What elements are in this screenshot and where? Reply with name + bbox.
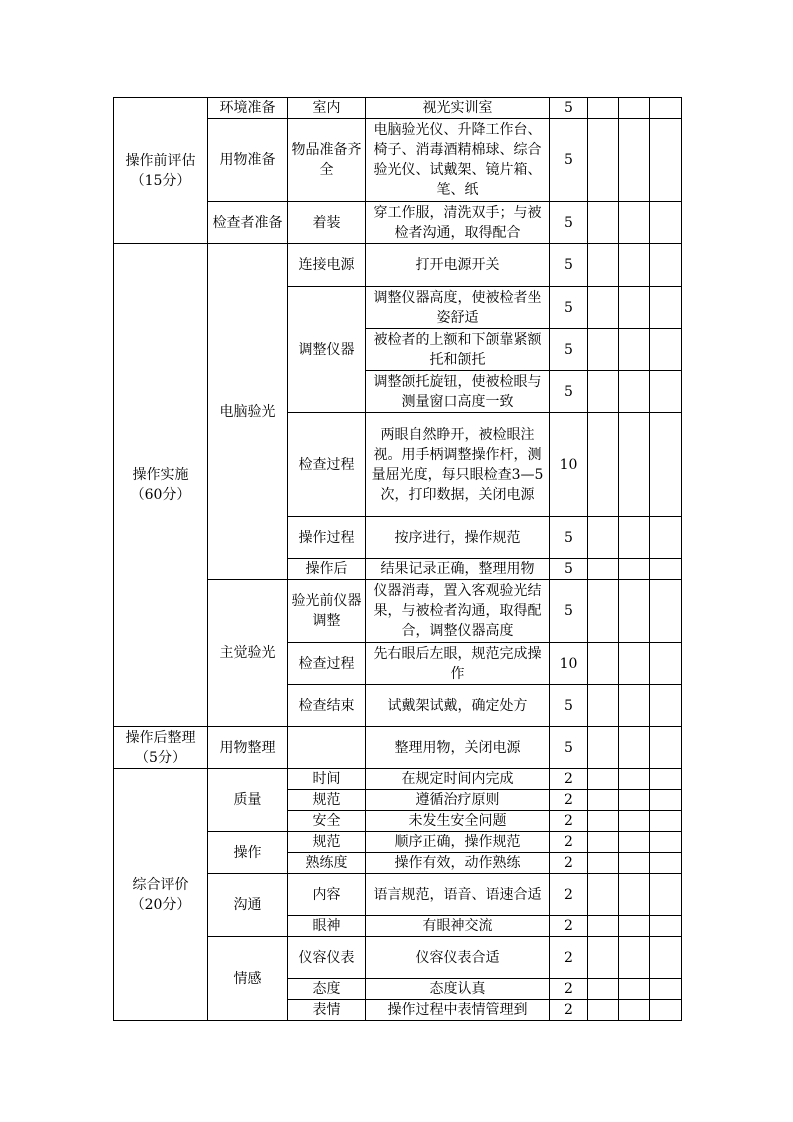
content-cell: 仪容仪表合适 <box>366 937 550 979</box>
blank-cell <box>650 244 682 287</box>
blank-cell <box>588 853 619 874</box>
table-row <box>114 769 682 790</box>
subitem-cell: 安全 <box>288 811 366 832</box>
blank-cell <box>619 329 650 371</box>
blank-cell <box>650 685 682 727</box>
blank-cell <box>650 287 682 329</box>
blank-cell <box>588 559 619 580</box>
score-cell: 5 <box>550 580 588 643</box>
blank-cell <box>588 769 619 790</box>
content-cell: 操作过程中表情管理到 <box>366 1000 550 1021</box>
blank-cell <box>588 727 619 769</box>
blank-cell <box>588 287 619 329</box>
blank-cell <box>650 937 682 979</box>
blank-cell <box>650 874 682 916</box>
content-cell: 顺序正确，操作规范 <box>366 832 550 853</box>
score-cell: 5 <box>550 98 588 119</box>
score-cell: 10 <box>550 643 588 685</box>
blank-cell <box>619 559 650 580</box>
item-cell: 用物准备 <box>208 119 288 202</box>
blank-cell <box>588 874 619 916</box>
blank-cell <box>619 937 650 979</box>
subitem-cell: 规范 <box>288 832 366 853</box>
item-cell: 电脑验光 <box>208 244 288 580</box>
blank-cell <box>588 413 619 517</box>
content-cell: 整理用物，关闭电源 <box>366 727 550 769</box>
score-cell: 5 <box>550 517 588 559</box>
section-cell: 操作后整理 （5分） <box>114 727 208 769</box>
blank-cell <box>650 853 682 874</box>
subitem-cell: 物品准备齐全 <box>288 119 366 202</box>
blank-cell <box>588 685 619 727</box>
blank-cell <box>619 811 650 832</box>
score-cell: 5 <box>550 727 588 769</box>
blank-cell <box>619 853 650 874</box>
blank-cell <box>650 371 682 413</box>
score-cell: 5 <box>550 119 588 202</box>
content-cell: 未发生安全问题 <box>366 811 550 832</box>
blank-cell <box>619 874 650 916</box>
item-cell: 用物整理 <box>208 727 288 769</box>
blank-cell <box>619 979 650 1000</box>
blank-cell <box>619 371 650 413</box>
blank-cell <box>588 329 619 371</box>
blank-cell <box>650 979 682 1000</box>
blank-cell <box>619 244 650 287</box>
subitem-cell: 态度 <box>288 979 366 1000</box>
blank-cell <box>650 517 682 559</box>
content-cell: 两眼自然睁开，被检眼注视。用手柄调整操作杆，测量屈光度，每只眼检查3—5次，打印数据，关闭电源 <box>366 413 550 517</box>
score-cell: 5 <box>550 685 588 727</box>
score-cell: 5 <box>550 202 588 244</box>
subitem-cell: 调整仪器 <box>288 287 366 413</box>
subitem-cell: 表情 <box>288 1000 366 1021</box>
score-cell: 2 <box>550 790 588 811</box>
content-cell: 按序进行，操作规范 <box>366 517 550 559</box>
score-cell: 10 <box>550 413 588 517</box>
score-cell: 5 <box>550 559 588 580</box>
score-cell: 5 <box>550 329 588 371</box>
item-cell: 质量 <box>208 769 288 832</box>
section-cell: 操作前评估 （15分） <box>114 98 208 244</box>
content-cell: 遵循治疗原则 <box>366 790 550 811</box>
blank-cell <box>619 202 650 244</box>
blank-cell <box>650 1000 682 1021</box>
blank-cell <box>588 937 619 979</box>
blank-cell <box>619 643 650 685</box>
score-cell: 2 <box>550 916 588 937</box>
score-cell: 2 <box>550 769 588 790</box>
content-cell: 仪器消毒，置入客观验光结果，与被检者沟通，取得配合，调整仪器高度 <box>366 580 550 643</box>
blank-cell <box>619 517 650 559</box>
subitem-cell: 检查结束 <box>288 685 366 727</box>
table-row <box>114 727 682 769</box>
subitem-cell: 仪容仪表 <box>288 937 366 979</box>
blank-cell <box>650 119 682 202</box>
blank-cell <box>619 287 650 329</box>
content-cell: 结果记录正确，整理用物 <box>366 559 550 580</box>
blank-cell <box>650 329 682 371</box>
content-cell: 态度认真 <box>366 979 550 1000</box>
blank-cell <box>588 643 619 685</box>
blank-cell <box>619 580 650 643</box>
subitem-cell: 熟练度 <box>288 853 366 874</box>
blank-cell <box>650 811 682 832</box>
blank-cell <box>619 769 650 790</box>
section-cell: 综合评价 （20分） <box>114 769 208 1021</box>
score-cell: 5 <box>550 244 588 287</box>
blank-cell <box>588 119 619 202</box>
content-cell: 调整仪器高度，使被检者坐姿舒适 <box>366 287 550 329</box>
content-cell: 试戴架试戴，确定处方 <box>366 685 550 727</box>
score-cell: 5 <box>550 371 588 413</box>
blank-cell <box>588 202 619 244</box>
blank-cell <box>588 580 619 643</box>
subitem-cell: 检查过程 <box>288 643 366 685</box>
subitem-cell: 操作过程 <box>288 517 366 559</box>
content-cell: 视光实训室 <box>366 98 550 119</box>
score-cell: 2 <box>550 937 588 979</box>
blank-cell <box>619 413 650 517</box>
blank-cell <box>650 580 682 643</box>
blank-cell <box>619 832 650 853</box>
content-cell: 打开电源开关 <box>366 244 550 287</box>
blank-cell <box>588 832 619 853</box>
blank-cell <box>588 517 619 559</box>
item-cell: 情感 <box>208 937 288 1021</box>
blank-cell <box>650 916 682 937</box>
score-cell: 2 <box>550 874 588 916</box>
table-row <box>114 98 682 119</box>
content-cell: 先右眼后左眼，规范完成操作 <box>366 643 550 685</box>
blank-cell <box>588 979 619 1000</box>
blank-cell <box>619 98 650 119</box>
score-cell: 2 <box>550 853 588 874</box>
blank-cell <box>588 98 619 119</box>
subitem-cell: 眼神 <box>288 916 366 937</box>
content-cell: 有眼神交流 <box>366 916 550 937</box>
item-cell: 环境准备 <box>208 98 288 119</box>
blank-cell <box>650 769 682 790</box>
blank-cell <box>650 832 682 853</box>
blank-cell <box>619 119 650 202</box>
content-cell: 电脑验光仪、升降工作台、椅子、消毒酒精棉球、综合验光仪、试戴架、镜片箱、笔、纸 <box>366 119 550 202</box>
section-cell: 操作实施 （60分） <box>114 244 208 727</box>
content-cell: 在规定时间内完成 <box>366 769 550 790</box>
blank-cell <box>619 790 650 811</box>
subitem-cell: 规范 <box>288 790 366 811</box>
blank-cell <box>588 790 619 811</box>
blank-cell <box>650 559 682 580</box>
subitem-cell: 室内 <box>288 98 366 119</box>
item-cell: 操作 <box>208 832 288 874</box>
content-cell: 调整颌托旋钮，使被检眼与测量窗口高度一致 <box>366 371 550 413</box>
content-cell: 被检者的上额和下颌靠紧额托和颌托 <box>366 329 550 371</box>
blank-cell <box>619 685 650 727</box>
blank-cell <box>588 916 619 937</box>
score-cell: 2 <box>550 811 588 832</box>
blank-cell <box>650 790 682 811</box>
subitem-cell: 验光前仪器调整 <box>288 580 366 643</box>
blank-cell <box>650 727 682 769</box>
blank-cell <box>588 1000 619 1021</box>
score-cell: 2 <box>550 1000 588 1021</box>
table-row <box>114 244 682 287</box>
blank-cell <box>650 98 682 119</box>
content-cell: 穿工作服，清洗双手；与被检者沟通，取得配合 <box>366 202 550 244</box>
blank-cell <box>588 811 619 832</box>
scoring-table <box>113 97 682 1021</box>
score-cell: 2 <box>550 832 588 853</box>
content-cell: 语言规范，语音、语速合适 <box>366 874 550 916</box>
blank-cell <box>619 727 650 769</box>
blank-cell <box>650 643 682 685</box>
item-cell: 检查者准备 <box>208 202 288 244</box>
subitem-cell: 检查过程 <box>288 413 366 517</box>
item-cell: 主觉验光 <box>208 580 288 727</box>
blank-cell <box>588 244 619 287</box>
subitem-cell: 着装 <box>288 202 366 244</box>
item-cell: 沟通 <box>208 874 288 937</box>
subitem-cell: 连接电源 <box>288 244 366 287</box>
score-cell: 2 <box>550 979 588 1000</box>
blank-cell <box>619 916 650 937</box>
content-cell: 操作有效，动作熟练 <box>366 853 550 874</box>
subitem-cell: 操作后 <box>288 559 366 580</box>
score-cell: 5 <box>550 287 588 329</box>
blank-cell <box>650 202 682 244</box>
subitem-cell: 内容 <box>288 874 366 916</box>
subitem-cell <box>288 727 366 769</box>
subitem-cell: 时间 <box>288 769 366 790</box>
blank-cell <box>650 413 682 517</box>
blank-cell <box>588 371 619 413</box>
blank-cell <box>619 1000 650 1021</box>
